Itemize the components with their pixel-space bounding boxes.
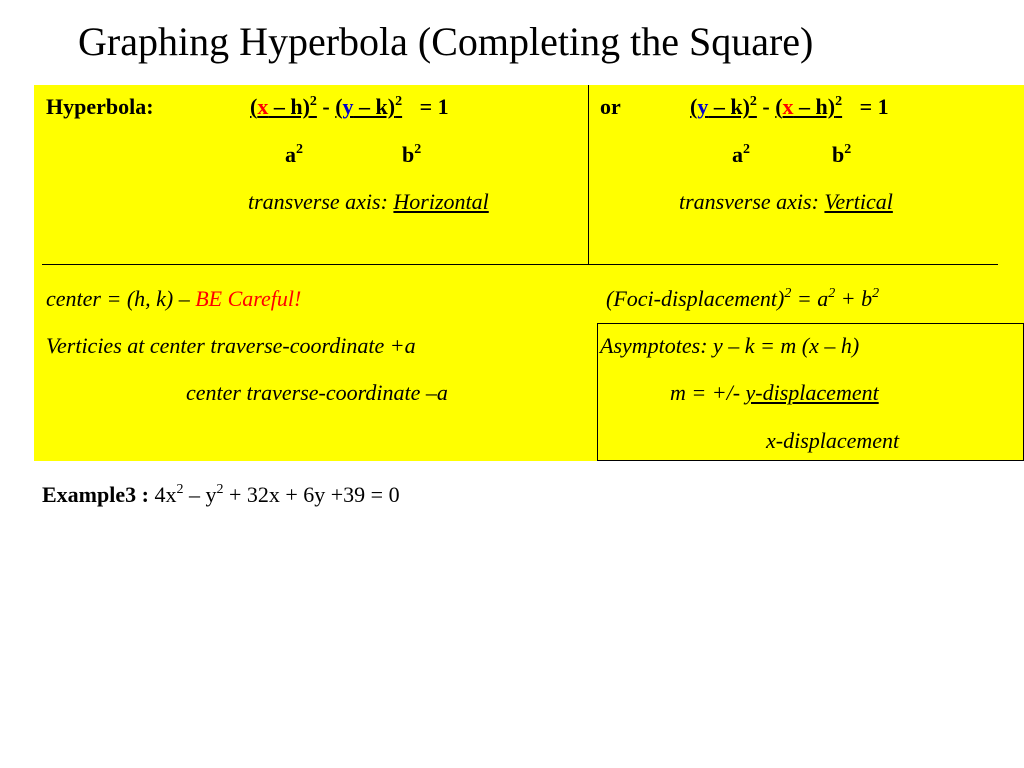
vertical-denominator-a: $a^2$ [732,142,750,167]
example-label: Example3 : [42,482,155,507]
x-variable: x [782,94,794,119]
asymptotes-formula: Asymptotes: y – k = m (x – h) [600,333,860,358]
vertices-line-2: center traverse-coordinate –a [186,380,448,405]
be-careful-warning: BE Careful! [195,286,302,311]
vertices-line-1: Verticies at center traverse-coordinate +a [46,333,416,358]
section-divider [42,264,998,265]
column-divider [588,85,589,265]
slope-denominator: x-displacement [766,428,900,453]
horizontal-denominator-a: $a^2$ [285,142,303,167]
horizontal-equation: (x – h)$^2$ - (y – k)$^2$ = 1 [250,94,449,119]
slope-numerator: y-displacement [745,380,879,405]
center-formula: center = (h, k) – BE Careful! [46,286,302,311]
page-title: Graphing Hyperbola (Completing the Square) [78,19,814,64]
x-variable: x [257,94,269,119]
example-3: Example3 : $4x^2 - y^2 + 32x + 6y +39 = 0$ [42,482,400,507]
hyperbola-label: Hyperbola: [46,94,154,119]
horizontal-axis-note: transverse axis: Horizontal [248,189,489,214]
vertical-equation: (y – k)$^2$ - (x – h)$^2$ = 1 [690,94,889,119]
or-label: or [600,94,621,119]
y-variable: y [342,94,354,119]
slope-formula: m = +/- y-displacement [670,380,879,405]
foci-formula: (Foci-displacement)$^2$ = $a^2 + b^2$ [606,286,880,311]
vertical-denominator-b: $b^2$ [832,142,852,167]
vertical-axis-note: transverse axis: Vertical [679,189,893,214]
y-variable: y [697,94,709,119]
horizontal-denominator-b: $b^2$ [402,142,422,167]
